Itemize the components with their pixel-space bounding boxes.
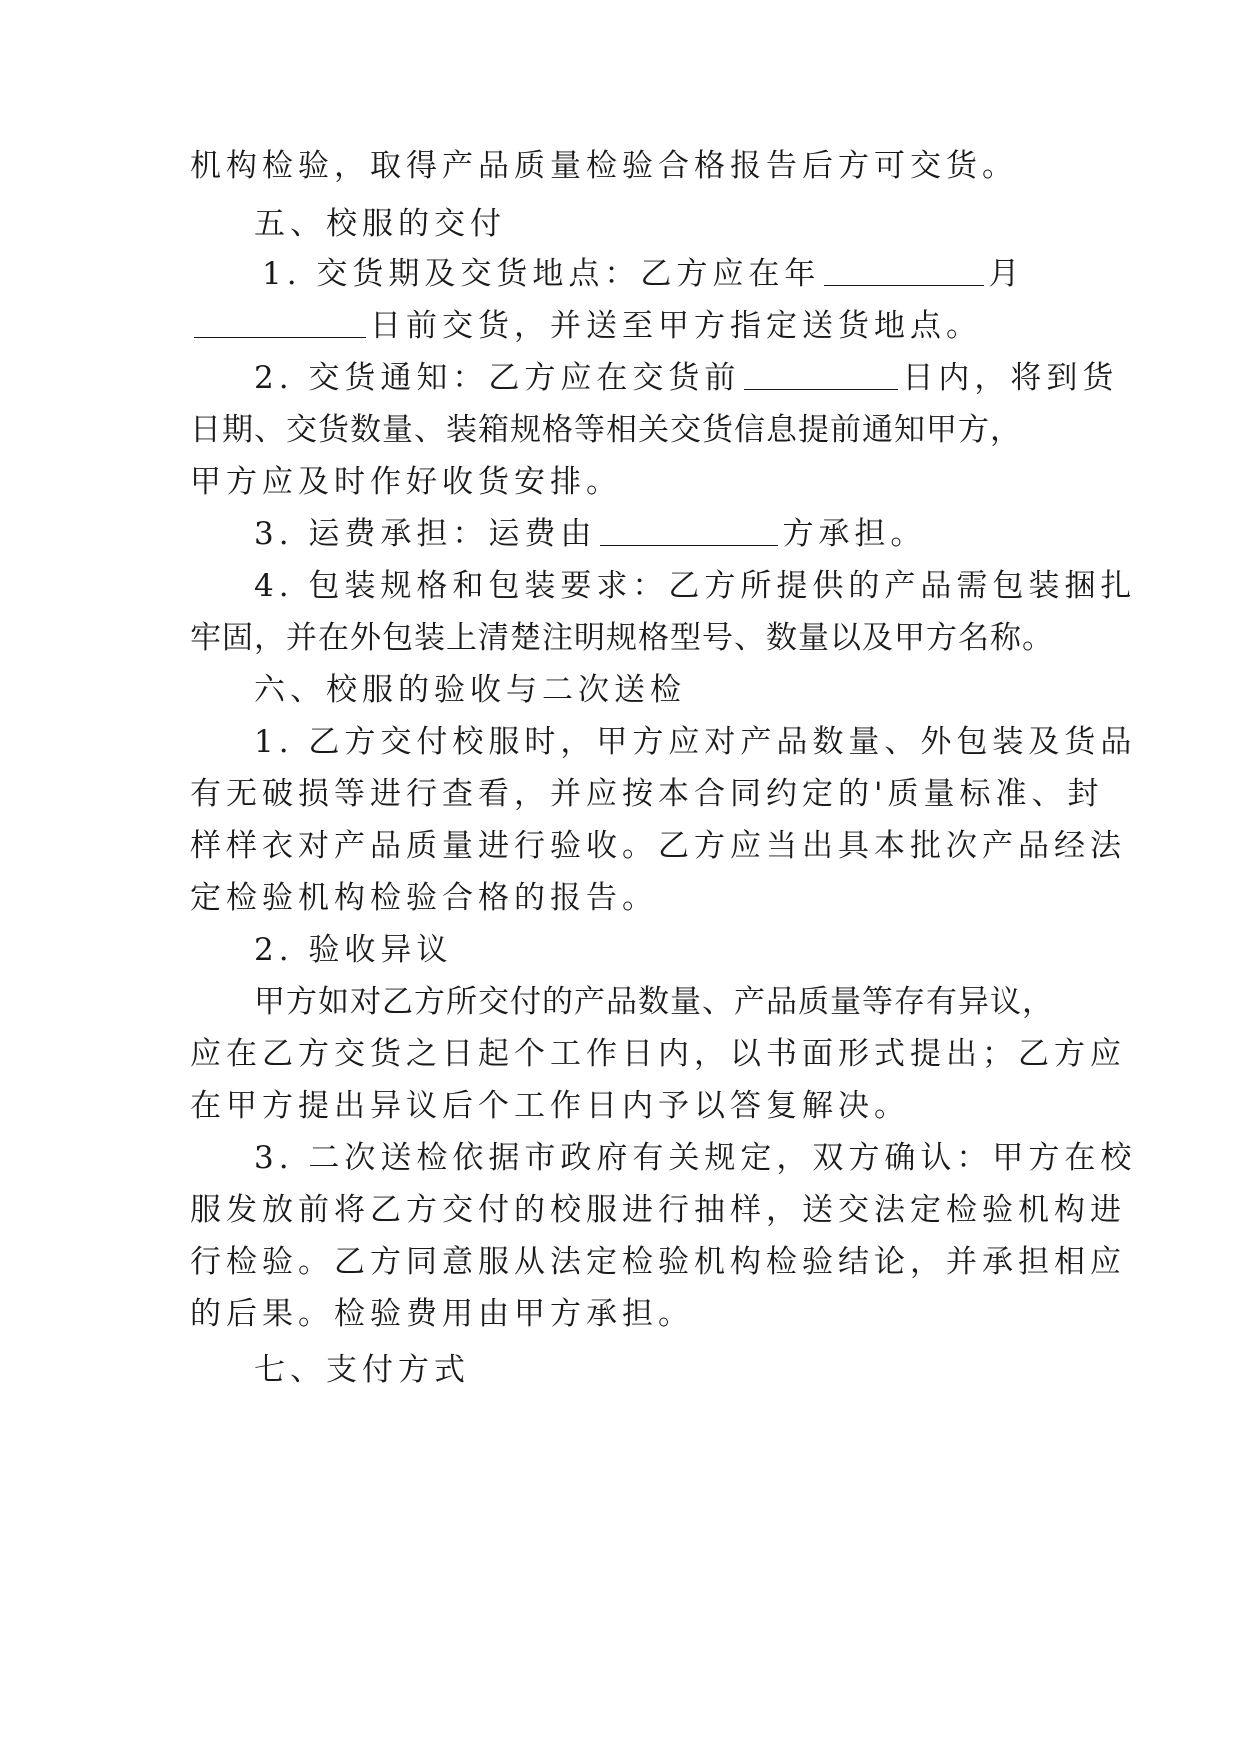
- paragraph-line: 3. 二次送检依据市政府有关规定，双方确认：甲方在校: [254, 1140, 1137, 1176]
- paragraph-line: 4. 包装规格和包装要求：乙方所提供的产品需包装捆扎: [254, 568, 1137, 604]
- paragraph-line: 的后果。检验费用由甲方承担。: [190, 1296, 694, 1332]
- paragraph-line: 牢固，并在外包装上清楚注明规格型号、数量以及甲方名称。: [190, 620, 1054, 656]
- paragraph-line: 1. 乙方交付校服时，甲方应对产品数量、外包装及货品: [254, 724, 1137, 760]
- paragraph-line: 机构检验，取得产品质量检验合格报告后方可交货。: [190, 148, 1018, 184]
- paragraph-line: 日期、交货数量、装箱规格等相关交货信息提前通知甲方，: [190, 412, 1022, 448]
- notice-clause-text: 2. 交货通知：乙方应在交货前: [254, 360, 741, 396]
- delivery-clause-text: 日前交货，并送至甲方指定送货地点。: [370, 308, 982, 344]
- notice-clause-text: 日内，将到货: [902, 360, 1119, 396]
- fill-blank[interactable]: [194, 309, 366, 338]
- paragraph-line: [254, 358, 1124, 398]
- paragraph-line: 样样衣对产品质量进行验收。乙方应当出具本批次产品经法: [190, 828, 1126, 864]
- freight-clause-text: 3. 运费承担：运费由: [254, 516, 597, 552]
- paragraph-line: [190, 306, 1060, 346]
- paragraph-line: 甲方如对乙方所交付的产品数量、产品质量等存有异议，: [254, 984, 1054, 1020]
- paragraph-line: 行检验。乙方同意服从法定检验机构检验结论，并承担相应: [190, 1244, 1126, 1280]
- paragraph-line: [262, 254, 1132, 294]
- section-heading: 七、支付方式: [254, 1352, 470, 1388]
- paragraph-line: [254, 514, 1124, 554]
- month-text: 月: [988, 256, 1025, 292]
- paragraph-line: 定检验机构检验合格的报告。: [190, 880, 658, 916]
- paragraph-line: 在甲方提出异议后个工作日内予以答复解决。: [190, 1088, 910, 1124]
- freight-clause-text: 方承担。: [782, 516, 927, 552]
- section-heading: 六、校服的验收与二次送检: [254, 672, 686, 708]
- fill-blank[interactable]: [824, 257, 984, 286]
- paragraph-line: 服发放前将乙方交付的校服进行抽样，送交法定检验机构进: [190, 1192, 1126, 1228]
- paragraph-line: 有无破损等进行查看，并应按本合同约定的'质量标准、封: [190, 776, 1104, 812]
- fill-blank[interactable]: [744, 361, 898, 390]
- delivery-clause-text: 1. 交货期及交货地点：乙方应在年: [262, 256, 821, 292]
- section-heading: 五、校服的交付: [254, 206, 506, 242]
- paragraph-line: 甲方应及时作好收货安排。: [190, 464, 622, 500]
- fill-blank[interactable]: [600, 517, 778, 546]
- paragraph-line: 2. 验收异议: [254, 932, 453, 968]
- paragraph-line: 应在乙方交货之日起个工作日内，以书面形式提出；乙方应: [190, 1036, 1126, 1072]
